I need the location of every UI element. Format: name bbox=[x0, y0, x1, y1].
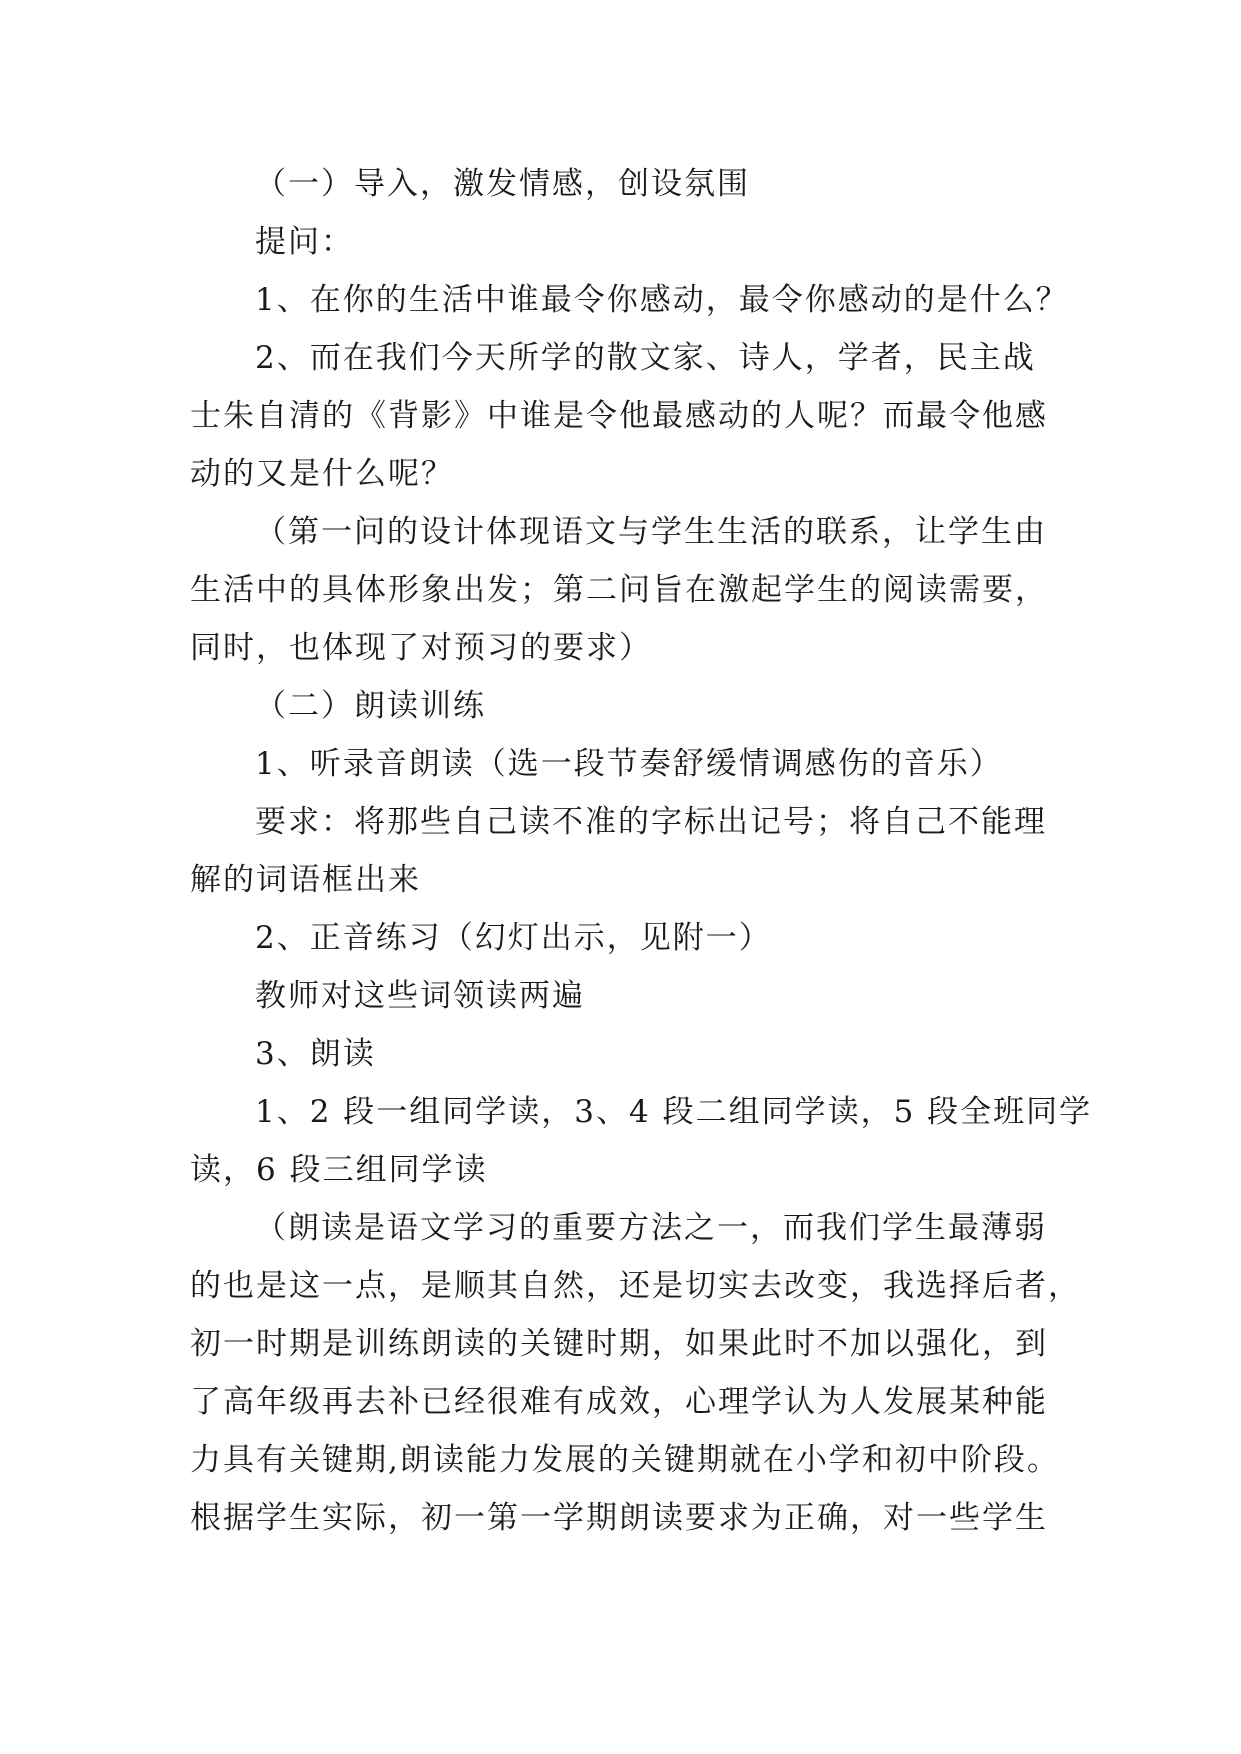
paragraph-line: 动的又是什么呢？ bbox=[190, 456, 454, 492]
paragraph-line: 要求：将那些自己读不准的字标出记号；将自己不能理 bbox=[255, 804, 1047, 840]
paragraph-line: 1、2 段一组同学读，3、4 段二组同学读，5 段全班同学 bbox=[255, 1094, 1093, 1130]
paragraph-line: 力具有关键期,朗读能力发展的关键期就在小学和初中阶段。 bbox=[190, 1442, 1060, 1478]
paragraph-line: 1、在你的生活中谁最令你感动，最令你感动的是什么？ bbox=[255, 282, 1069, 318]
paragraph-line: 同时，也体现了对预习的要求） bbox=[190, 630, 652, 666]
paragraph-line: 1、听录音朗读（选一段节奏舒缓情调感伤的音乐） bbox=[255, 746, 1003, 782]
paragraph-line: 读，6 段三组同学读 bbox=[190, 1152, 488, 1188]
paragraph-line: 教师对这些词领读两遍 bbox=[255, 978, 585, 1014]
paragraph-line: 生活中的具体形象出发；第二问旨在激起学生的阅读需要， bbox=[190, 572, 1048, 608]
paragraph-line: 解的词语框出来 bbox=[190, 862, 421, 898]
paragraph-line: 初一时期是训练朗读的关键时期，如果此时不加以强化，到 bbox=[190, 1326, 1048, 1362]
section-heading-reading: （二）朗读训练 bbox=[255, 688, 486, 724]
paragraph-line: 2、正音练习（幻灯出示，见附一） bbox=[255, 920, 772, 956]
section-heading-intro: （一）导入，激发情感，创设氛围 bbox=[255, 166, 750, 202]
paragraph-line: 的也是这一点，是顺其自然，还是切实去改变，我选择后者， bbox=[190, 1268, 1081, 1304]
paragraph-line: 2、而在我们今天所学的散文家、诗人，学者，民主战 bbox=[255, 340, 1036, 376]
paragraph-line: 提问： bbox=[255, 224, 354, 260]
paragraph-line: 了高年级再去补已经很难有成效，心理学认为人发展某种能 bbox=[190, 1384, 1048, 1420]
paragraph-line: 根据学生实际，初一第一学期朗读要求为正确，对一些学生 bbox=[190, 1500, 1048, 1536]
paragraph-line: 士朱自清的《背影》中谁是令他最感动的人呢？而最令他感 bbox=[190, 398, 1048, 434]
paragraph-line: 3、朗读 bbox=[255, 1036, 376, 1072]
paragraph-line: （第一问的设计体现语文与学生生活的联系，让学生由 bbox=[255, 514, 1047, 550]
paragraph-line: （朗读是语文学习的重要方法之一，而我们学生最薄弱 bbox=[255, 1210, 1047, 1246]
